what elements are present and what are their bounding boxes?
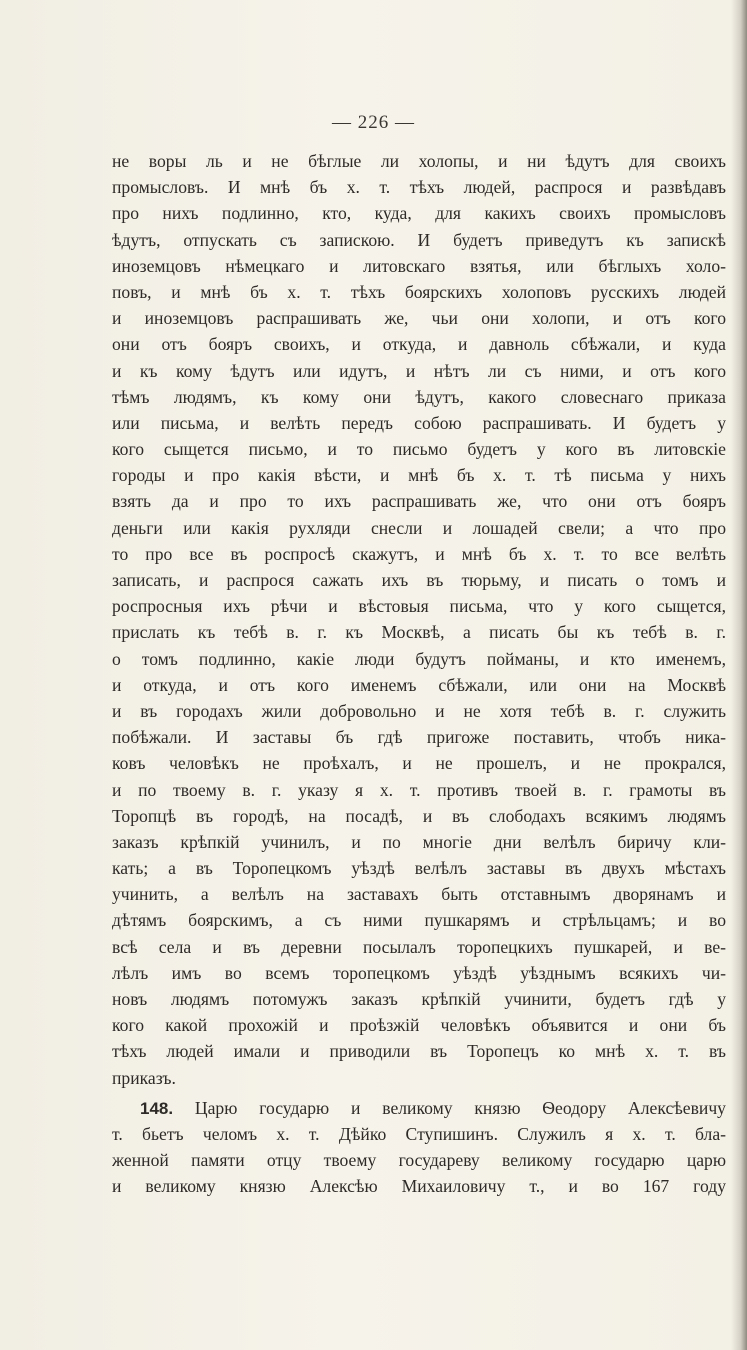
- text-line: ѣдутъ, отпускать съ запискою. И будетъ приведутъ къ запискѣ: [112, 229, 726, 250]
- text-line: тѣмъ людямъ, къ кому они ѣдутъ, какого словеснаго приказа: [112, 386, 726, 407]
- text-line: всѣ села и въ деревни посылалъ торопецкихъ пушкарей, и ве-: [112, 936, 726, 957]
- text-line: взять да и про то ихъ распрашивать же, что они отъ бояръ: [112, 491, 726, 512]
- text-line: побѣжали. И заставы бъ гдѣ пригоже поставить, чтобъ ника-: [112, 727, 726, 748]
- page-number: — 226 —: [332, 112, 415, 133]
- text-line: то про все въ роспросѣ скажутъ, и мнѣ бъ х. т. то все велѣть: [112, 543, 726, 564]
- page-edge-shadow: [731, 0, 747, 1350]
- text-line: про нихъ подлинно, кто, куда, для какихъ своихъ промысловъ: [112, 203, 726, 224]
- paragraph-2: [112, 1095, 726, 1200]
- text-line: т. бьетъ челомъ х. т. Дѣйко Ступишинъ. Служилъ я х. т. бла-: [112, 1123, 726, 1144]
- paragraph-2-first-line: Царю государю и великому князю Ѳеодору Алексѣевичу: [194, 1097, 726, 1118]
- paragraph-2-lines: [112, 1121, 726, 1200]
- text-line: они отъ бояръ своихъ, и откуда, и давноль сбѣжали, и куда: [112, 334, 726, 355]
- text-line: учинить, а велѣлъ на заставахъ быть отставнымъ дворянамъ и: [112, 884, 726, 905]
- text-line: прислать къ тебѣ в. г. къ Москвѣ, а писать бы къ тебѣ в. г.: [112, 622, 726, 643]
- text-line: новъ людямъ потомужъ заказъ крѣпкій учинити, будетъ гдѣ у: [112, 989, 726, 1009]
- text-line: дѣтямъ боярскимъ, а съ ними пушкарямъ и стрѣльцамъ; и во: [112, 910, 726, 931]
- text-line: [112, 1095, 726, 1121]
- text-line: роспросныя ихъ рѣчи и вѣстовыя письма, что у кого сыщется,: [112, 596, 726, 617]
- text-line: промысловъ. И мнѣ бъ х. т. тѣхъ людей, распрося и развѣдавъ: [112, 177, 726, 198]
- text-line: кого какой прохожій и проѣзжій человѣкъ объявится и они бъ: [112, 1015, 726, 1036]
- text-line: и великому князю Алексѣю Михаиловичу т., и во 167 году: [112, 1176, 726, 1197]
- text-line: заказъ крѣпкій учинилъ, и по многіе дни велѣлъ биричу кли-: [112, 831, 726, 852]
- text-line: и въ городахъ жили добровольно и не хотя тебѣ в. г. служить: [112, 700, 726, 721]
- text-line: женной памяти отцу твоему государеву великому государю царю: [112, 1150, 726, 1171]
- text-line: и откуда, и отъ кого именемъ сбѣжали, или они на Москвѣ: [112, 674, 726, 695]
- text-line: тѣхъ людей имали и приводили въ Торопецъ ко мнѣ х. т. въ: [112, 1041, 726, 1062]
- text-line: повъ, и мнѣ бъ х. т. тѣхъ боярскихъ холоповъ русскихъ людей: [112, 281, 726, 302]
- text-line: приказъ.: [112, 1067, 176, 1088]
- text-line: или письма, и велѣть передъ собою распрашивать. И будетъ у: [112, 412, 726, 433]
- page-text: [112, 148, 726, 1200]
- text-line: и по твоему в. г. указу я х. т. противъ твоей в. г. грамоты въ: [112, 779, 726, 800]
- document-number: 148.: [140, 1098, 174, 1118]
- paragraph-1: [112, 148, 726, 1091]
- text-line: ковъ человѣкъ не проѣхалъ, и не прошелъ, и не прокрался,: [112, 753, 726, 774]
- text-line: городы и про какія вѣсти, и мнѣ бъ х. т. тѣ письма у нихъ: [112, 465, 726, 486]
- text-line: кого сыщется письмо, и то письмо будетъ у кого въ литовскіе: [112, 439, 726, 460]
- text-line: о томъ подлинно, какіе люди будутъ пойманы, и кто именемъ,: [112, 648, 726, 669]
- text-line: и иноземцовъ распрашивать же, чьи они холопи, и отъ кого: [112, 308, 726, 329]
- text-line: деньги или какія рухляди снесли и лошадей свели; а что про: [112, 517, 726, 538]
- text-line: кать; а въ Торопецкомъ уѣздѣ велѣлъ заставы въ двухъ мѣстахъ: [112, 858, 726, 879]
- text-line: и къ кому ѣдутъ или идутъ, и нѣтъ ли съ ними, и отъ кого: [112, 360, 726, 381]
- text-line: Торопцѣ въ городѣ, на посадѣ, и въ слободахъ всякимъ людямъ: [112, 805, 726, 826]
- text-line: не воры ль и не бѣглые ли холопы, и ни ѣдутъ для своихъ: [112, 151, 726, 171]
- text-line: иноземцовъ нѣмецкаго и литовскаго взятья, или бѣглыхъ холо-: [112, 255, 726, 276]
- text-line: лѣлъ имъ во всемъ торопецкомъ уѣздѣ уѣзднымъ всякихъ чи-: [112, 962, 726, 983]
- text-line: записать, и распрося сажать ихъ въ тюрьму, и писать о томъ и: [112, 570, 726, 590]
